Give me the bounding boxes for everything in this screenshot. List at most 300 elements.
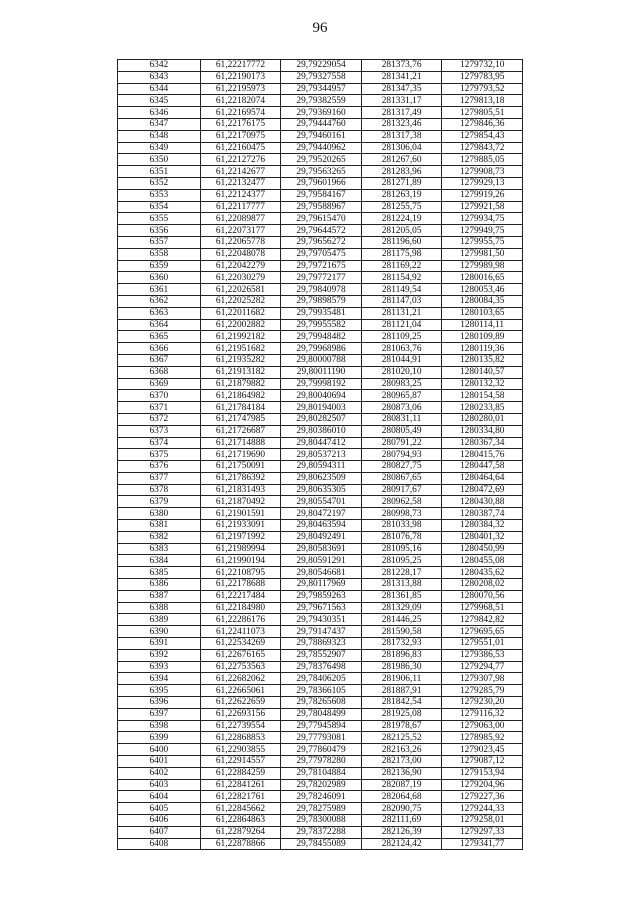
coordinates-table-body (118, 60, 523, 850)
x-coordinate-cell: 282124,42 (361, 838, 442, 850)
longitude-cell: 29,78376498 (281, 661, 362, 673)
x-coordinate-cell: 281842,54 (361, 697, 442, 709)
longitude-cell: 29,79601966 (281, 177, 362, 189)
table-row (118, 461, 523, 473)
longitude-cell: 29,80492491 (281, 531, 362, 543)
longitude-cell: 29,79430351 (281, 614, 362, 626)
longitude-cell: 29,80463594 (281, 520, 362, 532)
point-number-cell: 6394 (118, 673, 201, 685)
y-coordinate-cell: 1280053,46 (442, 284, 523, 296)
point-number-cell: 6391 (118, 638, 201, 650)
y-coordinate-cell: 1279934,75 (442, 213, 523, 225)
table-row (118, 838, 523, 850)
table-row (118, 697, 523, 709)
point-number-cell: 6361 (118, 284, 201, 296)
table-row (118, 107, 523, 119)
y-coordinate-cell: 1279981,50 (442, 248, 523, 260)
x-coordinate-cell: 281228,17 (361, 567, 442, 579)
longitude-cell: 29,80472197 (281, 508, 362, 520)
table-row (118, 673, 523, 685)
longitude-cell: 29,79644572 (281, 225, 362, 237)
point-number-cell: 6352 (118, 177, 201, 189)
table-row (118, 815, 523, 827)
latitude-cell: 61,22030279 (200, 272, 281, 284)
y-coordinate-cell: 1279793,52 (442, 83, 523, 95)
point-number-cell: 6349 (118, 142, 201, 154)
longitude-cell: 29,78265608 (281, 697, 362, 709)
table-row (118, 343, 523, 355)
x-coordinate-cell: 281020,10 (361, 366, 442, 378)
latitude-cell: 61,21831493 (200, 484, 281, 496)
table-row (118, 543, 523, 555)
x-coordinate-cell: 281732,93 (361, 638, 442, 650)
point-number-cell: 6367 (118, 354, 201, 366)
point-number-cell: 6358 (118, 248, 201, 260)
longitude-cell: 29,78275989 (281, 803, 362, 815)
y-coordinate-cell: 1280334,80 (442, 425, 523, 437)
y-coordinate-cell: 1279227,36 (442, 791, 523, 803)
y-coordinate-cell: 1279885,05 (442, 154, 523, 166)
table-row (118, 366, 523, 378)
latitude-cell: 61,21719690 (200, 449, 281, 461)
y-coordinate-cell: 1279063,00 (442, 720, 523, 732)
point-number-cell: 6383 (118, 543, 201, 555)
table-row (118, 685, 523, 697)
y-coordinate-cell: 1280384,32 (442, 520, 523, 532)
latitude-cell: 61,22534269 (200, 638, 281, 650)
y-coordinate-cell: 1280435,62 (442, 567, 523, 579)
table-row (118, 472, 523, 484)
longitude-cell: 29,78048499 (281, 708, 362, 720)
point-number-cell: 6372 (118, 413, 201, 425)
point-number-cell: 6371 (118, 402, 201, 414)
table-row (118, 295, 523, 307)
table-row (118, 354, 523, 366)
y-coordinate-cell: 1279846,36 (442, 118, 523, 130)
table-row (118, 307, 523, 319)
latitude-cell: 61,22011682 (200, 307, 281, 319)
table-row (118, 508, 523, 520)
longitude-cell: 29,79563265 (281, 166, 362, 178)
table-row (118, 189, 523, 201)
table-row (118, 378, 523, 390)
longitude-cell: 29,79369160 (281, 107, 362, 119)
y-coordinate-cell: 1279297,33 (442, 826, 523, 838)
latitude-cell: 61,22868853 (200, 732, 281, 744)
longitude-cell: 29,77860479 (281, 744, 362, 756)
longitude-cell: 29,78552907 (281, 649, 362, 661)
point-number-cell: 6406 (118, 815, 201, 827)
point-number-cell: 6359 (118, 260, 201, 272)
point-number-cell: 6387 (118, 590, 201, 602)
longitude-cell: 29,78372288 (281, 826, 362, 838)
longitude-cell: 29,79444760 (281, 118, 362, 130)
x-coordinate-cell: 281149,54 (361, 284, 442, 296)
y-coordinate-cell: 1280119,36 (442, 343, 523, 355)
longitude-cell: 29,78406205 (281, 673, 362, 685)
x-coordinate-cell: 282087,19 (361, 779, 442, 791)
longitude-cell: 29,79656272 (281, 236, 362, 248)
longitude-cell: 29,79955582 (281, 319, 362, 331)
latitude-cell: 61,21870492 (200, 496, 281, 508)
x-coordinate-cell: 282173,00 (361, 756, 442, 768)
latitude-cell: 61,22160475 (200, 142, 281, 154)
y-coordinate-cell: 1280464,64 (442, 472, 523, 484)
latitude-cell: 61,22142677 (200, 166, 281, 178)
latitude-cell: 61,22184980 (200, 602, 281, 614)
table-row (118, 449, 523, 461)
x-coordinate-cell: 281341,21 (361, 71, 442, 83)
table-row (118, 319, 523, 331)
point-number-cell: 6345 (118, 95, 201, 107)
latitude-cell: 61,22884259 (200, 767, 281, 779)
point-number-cell: 6356 (118, 225, 201, 237)
x-coordinate-cell: 281887,91 (361, 685, 442, 697)
longitude-cell: 29,80000788 (281, 354, 362, 366)
latitude-cell: 61,21901591 (200, 508, 281, 520)
y-coordinate-cell: 1280415,76 (442, 449, 523, 461)
latitude-cell: 61,22042279 (200, 260, 281, 272)
longitude-cell: 29,80594311 (281, 461, 362, 473)
point-number-cell: 6382 (118, 531, 201, 543)
longitude-cell: 29,79344957 (281, 83, 362, 95)
x-coordinate-cell: 281196,60 (361, 236, 442, 248)
table-row (118, 531, 523, 543)
x-coordinate-cell: 281896,83 (361, 649, 442, 661)
y-coordinate-cell: 1279955,75 (442, 236, 523, 248)
table-row (118, 767, 523, 779)
point-number-cell: 6402 (118, 767, 201, 779)
point-number-cell: 6395 (118, 685, 201, 697)
point-number-cell: 6393 (118, 661, 201, 673)
y-coordinate-cell: 1280084,35 (442, 295, 523, 307)
point-number-cell: 6404 (118, 791, 201, 803)
point-number-cell: 6355 (118, 213, 201, 225)
longitude-cell: 29,79898579 (281, 295, 362, 307)
x-coordinate-cell: 281329,09 (361, 602, 442, 614)
table-row (118, 732, 523, 744)
latitude-cell: 61,21747985 (200, 413, 281, 425)
table-row (118, 272, 523, 284)
y-coordinate-cell: 1279285,79 (442, 685, 523, 697)
x-coordinate-cell: 280827,75 (361, 461, 442, 473)
latitude-cell: 61,22739554 (200, 720, 281, 732)
longitude-cell: 29,78202989 (281, 779, 362, 791)
latitude-cell: 61,22132477 (200, 177, 281, 189)
y-coordinate-cell: 1280109,89 (442, 331, 523, 343)
x-coordinate-cell: 282090,75 (361, 803, 442, 815)
latitude-cell: 61,22676165 (200, 649, 281, 661)
x-coordinate-cell: 281306,04 (361, 142, 442, 154)
latitude-cell: 61,22665061 (200, 685, 281, 697)
longitude-cell: 29,77978280 (281, 756, 362, 768)
latitude-cell: 61,22002882 (200, 319, 281, 331)
latitude-cell: 61,22190173 (200, 71, 281, 83)
point-number-cell: 6408 (118, 838, 201, 850)
y-coordinate-cell: 1279230,20 (442, 697, 523, 709)
table-row (118, 791, 523, 803)
x-coordinate-cell: 280805,49 (361, 425, 442, 437)
longitude-cell: 29,77945894 (281, 720, 362, 732)
y-coordinate-cell: 1279989,98 (442, 260, 523, 272)
y-coordinate-cell: 1278985,92 (442, 732, 523, 744)
x-coordinate-cell: 281317,38 (361, 130, 442, 142)
y-coordinate-cell: 1280450,99 (442, 543, 523, 555)
x-coordinate-cell: 281313,88 (361, 579, 442, 591)
latitude-cell: 61,21951682 (200, 343, 281, 355)
y-coordinate-cell: 1280135,82 (442, 354, 523, 366)
x-coordinate-cell: 281446,25 (361, 614, 442, 626)
y-coordinate-cell: 1279949,75 (442, 225, 523, 237)
y-coordinate-cell: 1279842,82 (442, 614, 523, 626)
table-row (118, 425, 523, 437)
longitude-cell: 29,79615470 (281, 213, 362, 225)
coordinates-table (117, 59, 523, 850)
latitude-cell: 61,22217484 (200, 590, 281, 602)
x-coordinate-cell: 281147,03 (361, 295, 442, 307)
x-coordinate-cell: 281121,04 (361, 319, 442, 331)
point-number-cell: 6365 (118, 331, 201, 343)
latitude-cell: 61,21990194 (200, 555, 281, 567)
latitude-cell: 61,22195973 (200, 83, 281, 95)
longitude-cell: 29,79859263 (281, 590, 362, 602)
point-number-cell: 6376 (118, 461, 201, 473)
y-coordinate-cell: 1280016,65 (442, 272, 523, 284)
latitude-cell: 61,22025282 (200, 295, 281, 307)
latitude-cell: 61,22903855 (200, 744, 281, 756)
table-row (118, 626, 523, 638)
y-coordinate-cell: 1279551,01 (442, 638, 523, 650)
x-coordinate-cell: 282125,52 (361, 732, 442, 744)
point-number-cell: 6401 (118, 756, 201, 768)
x-coordinate-cell: 281175,98 (361, 248, 442, 260)
table-row (118, 83, 523, 95)
x-coordinate-cell: 281109,25 (361, 331, 442, 343)
table-row (118, 60, 523, 72)
x-coordinate-cell: 281063,76 (361, 343, 442, 355)
longitude-cell: 29,79948482 (281, 331, 362, 343)
point-number-cell: 6385 (118, 567, 201, 579)
y-coordinate-cell: 1280280,01 (442, 413, 523, 425)
x-coordinate-cell: 281076,78 (361, 531, 442, 543)
table-row (118, 177, 523, 189)
point-number-cell: 6400 (118, 744, 201, 756)
longitude-cell: 29,79721675 (281, 260, 362, 272)
latitude-cell: 61,22026581 (200, 284, 281, 296)
x-coordinate-cell: 281205,05 (361, 225, 442, 237)
latitude-cell: 61,22217772 (200, 60, 281, 72)
x-coordinate-cell: 280794,93 (361, 449, 442, 461)
longitude-cell: 29,80623509 (281, 472, 362, 484)
y-coordinate-cell: 1280455,08 (442, 555, 523, 567)
x-coordinate-cell: 281224,19 (361, 213, 442, 225)
point-number-cell: 6380 (118, 508, 201, 520)
latitude-cell: 61,22089877 (200, 213, 281, 225)
latitude-cell: 61,22879264 (200, 826, 281, 838)
point-number-cell: 6366 (118, 343, 201, 355)
table-row (118, 437, 523, 449)
x-coordinate-cell: 280831,11 (361, 413, 442, 425)
x-coordinate-cell: 281044,91 (361, 354, 442, 366)
y-coordinate-cell: 1279294,77 (442, 661, 523, 673)
longitude-cell: 29,78104884 (281, 767, 362, 779)
longitude-cell: 29,78455089 (281, 838, 362, 850)
y-coordinate-cell: 1280367,34 (442, 437, 523, 449)
table-row (118, 166, 523, 178)
x-coordinate-cell: 281267,60 (361, 154, 442, 166)
longitude-cell: 29,79968986 (281, 343, 362, 355)
x-coordinate-cell: 282111,69 (361, 815, 442, 827)
latitude-cell: 61,21935282 (200, 354, 281, 366)
point-number-cell: 6398 (118, 720, 201, 732)
x-coordinate-cell: 281323,46 (361, 118, 442, 130)
point-number-cell: 6348 (118, 130, 201, 142)
longitude-cell: 29,80011190 (281, 366, 362, 378)
point-number-cell: 6347 (118, 118, 201, 130)
table-row (118, 567, 523, 579)
latitude-cell: 61,22169574 (200, 107, 281, 119)
latitude-cell: 61,22693156 (200, 708, 281, 720)
table-row (118, 649, 523, 661)
x-coordinate-cell: 281347,35 (361, 83, 442, 95)
longitude-cell: 29,80194003 (281, 402, 362, 414)
point-number-cell: 6378 (118, 484, 201, 496)
x-coordinate-cell: 281317,49 (361, 107, 442, 119)
point-number-cell: 6379 (118, 496, 201, 508)
x-coordinate-cell: 281283,96 (361, 166, 442, 178)
point-number-cell: 6374 (118, 437, 201, 449)
longitude-cell: 29,80447412 (281, 437, 362, 449)
latitude-cell: 61,22176175 (200, 118, 281, 130)
table-row (118, 744, 523, 756)
x-coordinate-cell: 281169,22 (361, 260, 442, 272)
latitude-cell: 61,21992182 (200, 331, 281, 343)
latitude-cell: 61,22178688 (200, 579, 281, 591)
table-row (118, 213, 523, 225)
latitude-cell: 61,21989994 (200, 543, 281, 555)
x-coordinate-cell: 281361,85 (361, 590, 442, 602)
point-number-cell: 6377 (118, 472, 201, 484)
table-row (118, 130, 523, 142)
x-coordinate-cell: 282126,39 (361, 826, 442, 838)
x-coordinate-cell: 281255,75 (361, 201, 442, 213)
table-row (118, 118, 523, 130)
x-coordinate-cell: 281154,92 (361, 272, 442, 284)
latitude-cell: 61,21913182 (200, 366, 281, 378)
point-number-cell: 6389 (118, 614, 201, 626)
y-coordinate-cell: 1279307,98 (442, 673, 523, 685)
y-coordinate-cell: 1279813,18 (442, 95, 523, 107)
latitude-cell: 61,22411073 (200, 626, 281, 638)
point-number-cell: 6386 (118, 579, 201, 591)
latitude-cell: 61,22065778 (200, 236, 281, 248)
point-number-cell: 6403 (118, 779, 201, 791)
longitude-cell: 29,78366105 (281, 685, 362, 697)
table-row (118, 142, 523, 154)
table-row (118, 826, 523, 838)
x-coordinate-cell: 280867,65 (361, 472, 442, 484)
table-row (118, 638, 523, 650)
table-row (118, 661, 523, 673)
y-coordinate-cell: 1280430,88 (442, 496, 523, 508)
table-row (118, 225, 523, 237)
point-number-cell: 6370 (118, 390, 201, 402)
longitude-cell: 29,79588967 (281, 201, 362, 213)
longitude-cell: 29,79229054 (281, 60, 362, 72)
latitude-cell: 61,22821761 (200, 791, 281, 803)
longitude-cell: 29,78300088 (281, 815, 362, 827)
latitude-cell: 61,21971992 (200, 531, 281, 543)
longitude-cell: 29,79147437 (281, 626, 362, 638)
longitude-cell: 29,80537213 (281, 449, 362, 461)
longitude-cell: 29,79460161 (281, 130, 362, 142)
table-row (118, 602, 523, 614)
latitude-cell: 61,22286176 (200, 614, 281, 626)
latitude-cell: 61,21714888 (200, 437, 281, 449)
x-coordinate-cell: 281373,76 (361, 60, 442, 72)
point-number-cell: 6351 (118, 166, 201, 178)
y-coordinate-cell: 1280103,65 (442, 307, 523, 319)
latitude-cell: 61,22845662 (200, 803, 281, 815)
y-coordinate-cell: 1279854,43 (442, 130, 523, 142)
point-number-cell: 6384 (118, 555, 201, 567)
y-coordinate-cell: 1280387,74 (442, 508, 523, 520)
point-number-cell: 6343 (118, 71, 201, 83)
longitude-cell: 29,78869323 (281, 638, 362, 650)
longitude-cell: 29,79327558 (281, 71, 362, 83)
longitude-cell: 29,77793081 (281, 732, 362, 744)
table-row (118, 803, 523, 815)
latitude-cell: 61,22914557 (200, 756, 281, 768)
latitude-cell: 61,22682062 (200, 673, 281, 685)
x-coordinate-cell: 280791,22 (361, 437, 442, 449)
x-coordinate-cell: 281033,98 (361, 520, 442, 532)
x-coordinate-cell: 281986,30 (361, 661, 442, 673)
table-row (118, 720, 523, 732)
y-coordinate-cell: 1280132,32 (442, 378, 523, 390)
y-coordinate-cell: 1280208,02 (442, 579, 523, 591)
latitude-cell: 61,22753563 (200, 661, 281, 673)
point-number-cell: 6405 (118, 803, 201, 815)
longitude-cell: 29,80117969 (281, 579, 362, 591)
x-coordinate-cell: 282136,90 (361, 767, 442, 779)
latitude-cell: 61,21784184 (200, 402, 281, 414)
longitude-cell: 29,80040694 (281, 390, 362, 402)
y-coordinate-cell: 1279386,53 (442, 649, 523, 661)
y-coordinate-cell: 1279921,58 (442, 201, 523, 213)
latitude-cell: 61,21879882 (200, 378, 281, 390)
latitude-cell: 61,21726687 (200, 425, 281, 437)
y-coordinate-cell: 1280401,32 (442, 531, 523, 543)
table-row (118, 413, 523, 425)
point-number-cell: 6360 (118, 272, 201, 284)
y-coordinate-cell: 1279919,26 (442, 189, 523, 201)
longitude-cell: 29,79584167 (281, 189, 362, 201)
table-row (118, 708, 523, 720)
table-row (118, 331, 523, 343)
longitude-cell: 29,79705475 (281, 248, 362, 260)
longitude-cell: 29,79382559 (281, 95, 362, 107)
x-coordinate-cell: 281095,16 (361, 543, 442, 555)
table-row (118, 201, 523, 213)
y-coordinate-cell: 1279843,72 (442, 142, 523, 154)
longitude-cell: 29,80591291 (281, 555, 362, 567)
longitude-cell: 29,78246091 (281, 791, 362, 803)
table-row (118, 614, 523, 626)
table-row (118, 555, 523, 567)
point-number-cell: 6399 (118, 732, 201, 744)
x-coordinate-cell: 281925,08 (361, 708, 442, 720)
